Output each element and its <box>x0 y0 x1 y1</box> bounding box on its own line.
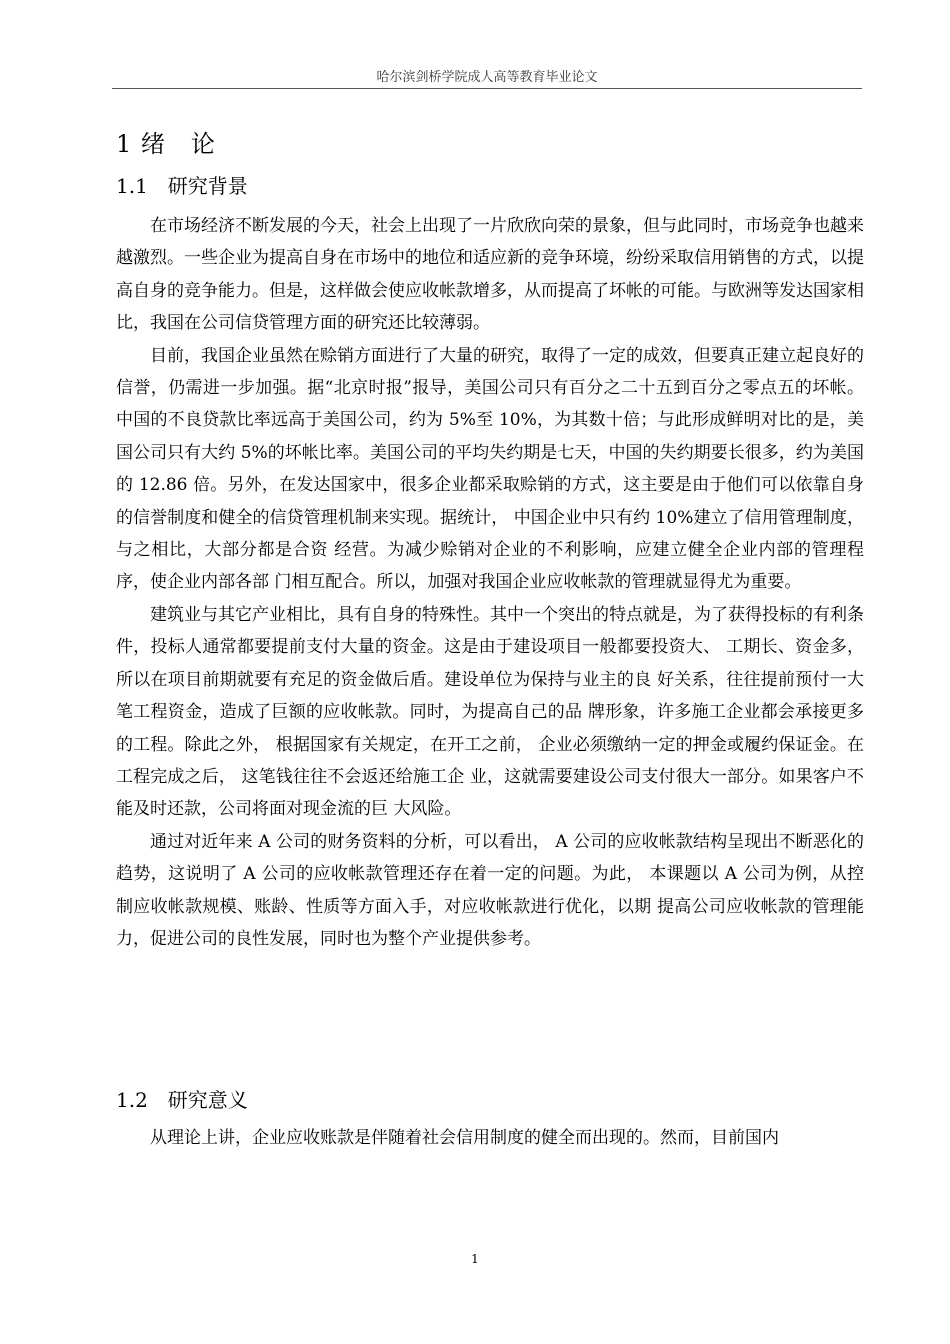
running-header: 哈尔滨剑桥学院成人高等教育毕业论文 <box>376 70 598 85</box>
paragraph: 从理论上讲，企业应收账款是伴随着社会信用制度的健全而出现的。然而，目前国内 <box>150 1128 779 1148</box>
paragraph: 通过对近年来 A 公司的财务资料的分析，可以看出， A 公司的应收帐款结构呈现出不断恶化的趋势，这说明了 A 公司的应收帐款管理还存在着一定的问题。为此， 本课题以 A 公司为例，从控制应收帐款规模、账龄、性质等方面入手，对应收帐款进行优化，以期 提高公司应收帐款的管理能力，促进公司的良性发展，同时也为整个产业提供参考。 <box>116 831 864 949</box>
section-heading-1-2: 1.2 研究意义 <box>116 1088 248 1112</box>
header-rule <box>112 88 862 89</box>
paragraph: 在市场经济不断发展的今天，社会上出现了一片欣欣向荣的景象，但与此同时，市场竞争也越来越激烈。一些企业为提高自身在市场中的地位和适应新的竞争环境，纷纷采取信用销售的方式，以提高自身的竞争能力。但是，这样做会使应收帐款增多，从而提高了坏帐的可能。与欧洲等发达国家相比，我国在公司信贷管理方面的研究还比较薄弱。 <box>116 216 864 334</box>
section-heading-1-1: 1.1 研究背景 <box>116 174 248 198</box>
paragraph: 目前，我国企业虽然在赊销方面进行了大量的研究，取得了一定的成效，但要真正建立起良好的信誉，仍需进一步加强。据“北京时报”报导，美国公司只有百分之二十五到百分之零点五的坏帐。中国的不良贷款比率远高于美国公司，约为 5%至 10%，为其数十倍；与此形成鲜明对比的是，美国公司只有大约 5%的坏帐比率。美国公司的平均失约期是七天，中国的失约期要长很多，约为美国的 12.86 倍。另外，在发达国家中，很多企业都采取赊销的方式，这主要是由于他们可以依靠自身的信誉制度和健全的信贷管理机制来实现。据统计， 中国企业中只有约 10%建立了信用管理制度，与之相比，大部分都是合资 经营。为减少赊销对企业的不利影响，应建立健全企业内部的管理程序，使企业内部各部 门相互配合。所以，加强对我国企业应收帐款的管理就显得尤为重要。 <box>116 345 864 593</box>
chapter-title: 1 绪 论 <box>116 130 216 158</box>
page-number: 1 <box>471 1252 479 1266</box>
paragraph: 建筑业与其它产业相比，具有自身的特殊性。其中一个突出的特点就是，为了获得投标的有利条件，投标人通常都要提前支付大量的资金。这是由于建设项目一般都要投资大、 工期长、资金多， 所以在项目前期就要有充足的资金做后盾。建设单位为保持与业主的良 好关系，往往提前预付一大笔工程资金，造成了巨额的应收帐款。同时，为提高自己的品 牌形象，许多施工企业都会承接更多的工程。除此之外， 根据国家有关规定，在开工之前， 企业必须缴纳一定的押金或履约保证金。在工程完成之后， 这笔钱往往不会返还给施工企 业，这就需要建设公司支付很大一部分。如果客户不能及时还款，公司将面对现金流的巨 大风险。 <box>116 604 864 820</box>
section-body-1-1 <box>116 210 864 955</box>
section-body-1-2 <box>116 1122 864 1154</box>
